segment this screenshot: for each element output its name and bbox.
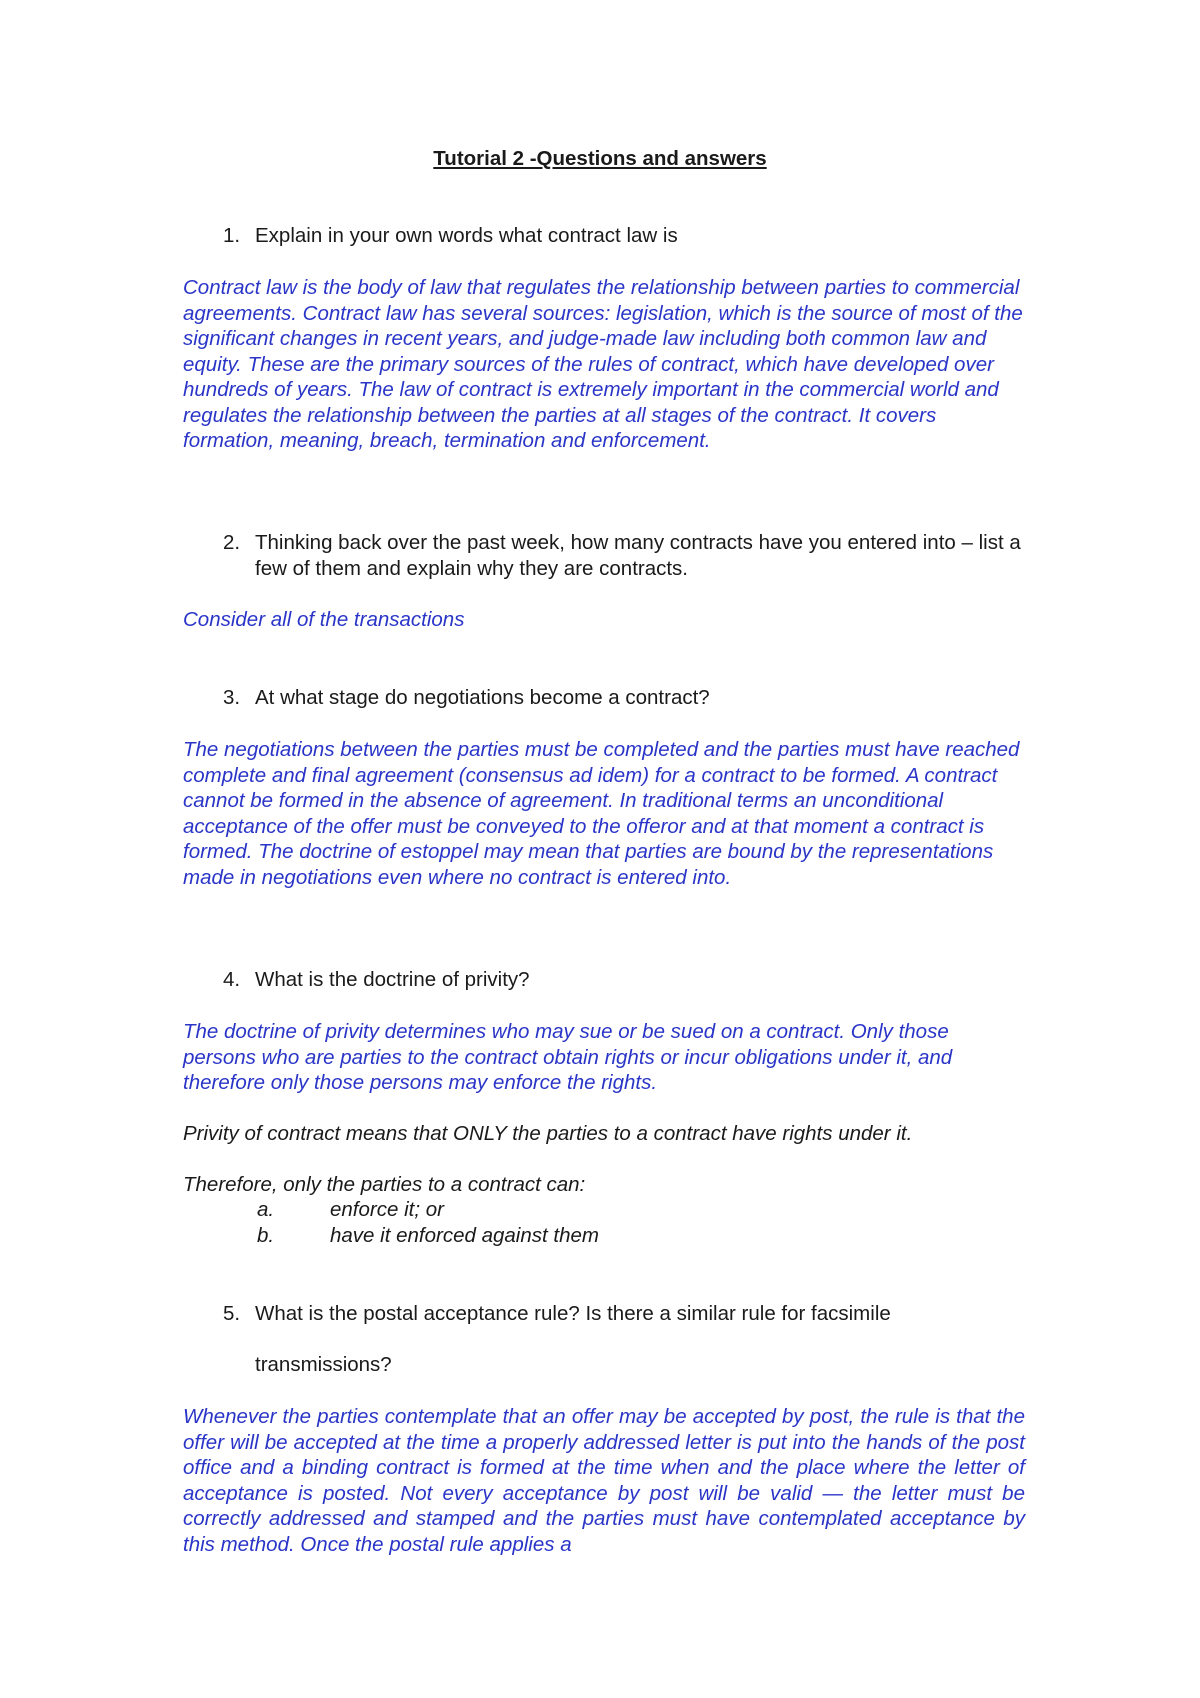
list-item — [257, 1223, 599, 1249]
question-text: What is the doctrine of privity? — [255, 968, 530, 991]
list-item-text: enforce it; or — [330, 1198, 444, 1221]
question-number: 3. — [223, 686, 241, 709]
question-number: 1. — [223, 224, 241, 247]
list-item-label: a. — [257, 1198, 275, 1221]
question-text: Thinking back over the past week, how many contracts have you entered into – list a few of them and explain why they are contracts. — [255, 531, 1021, 580]
list-item-label: b. — [257, 1224, 275, 1247]
question-number: 2. — [223, 531, 241, 554]
question-number: 5. — [223, 1302, 241, 1325]
answer-1: Contract law is the body of law that regulates the relationship between parties to commercial agreements. Contract law has several sources: legislation, which is the source of most of the significant changes in recent years, and judge-made law including both common law and equity. These are the primary sources of the rules of contract, which have developed over hundreds of years. The law of contract is extremely important in the commercial world and regulates the relationship between the parties at all stages of the contract. It covers formation, meaning, breach, termination and enforcement. — [183, 276, 1023, 452]
list-item-text: have it enforced against them — [330, 1224, 599, 1247]
privity-note-intro: Therefore, only the parties to a contract can: — [183, 1173, 586, 1196]
question-text: What is the postal acceptance rule? Is there a similar rule for facsimile — [255, 1302, 891, 1325]
privity-note: Privity of contract means that ONLY the parties to a contract have rights under it. — [183, 1122, 913, 1145]
answer-4: The doctrine of privity determines who may sue or be sued on a contract. Only those persons who are parties to the contract obtain rights or incur obligations under it, and therefore only those persons may enforce the rights. — [183, 1020, 953, 1094]
answer-3: The negotiations between the parties must be completed and the parties must have reached complete and final agreement (consensus ad idem) for a contract to be formed. A contract cannot be formed in the absence of agreement. In traditional terms an unconditional acceptance of the offer must be conveyed to the offeror and at that moment a contract is formed. The doctrine of estoppel may mean that parties are bound by the representations made in negotiations even where no contract is entered into. — [183, 738, 1020, 889]
question-number: 4. — [223, 968, 241, 991]
question-text: Explain in your own words what contract law is — [255, 224, 678, 247]
question-text: At what stage do negotiations become a contract? — [255, 686, 710, 709]
question-text-continued: transmissions? — [255, 1353, 392, 1376]
page-title: Tutorial 2 -Questions and answers — [433, 147, 767, 170]
list-item — [257, 1197, 444, 1223]
answer-5: Whenever the parties contemplate that an offer may be accepted by post, the rule is that the offer will be accepted at the time a properly addressed letter is put into the hands of the post office and a binding contract is formed at the time when and the place where the letter of acceptance is posted. Not every acceptance by post will be valid — the letter must be correctly addressed and stamped and the parties must have contemplated acceptance by this method. Once the postal rule applies a — [183, 1405, 1025, 1556]
answer-2: Consider all of the transactions — [183, 608, 465, 631]
